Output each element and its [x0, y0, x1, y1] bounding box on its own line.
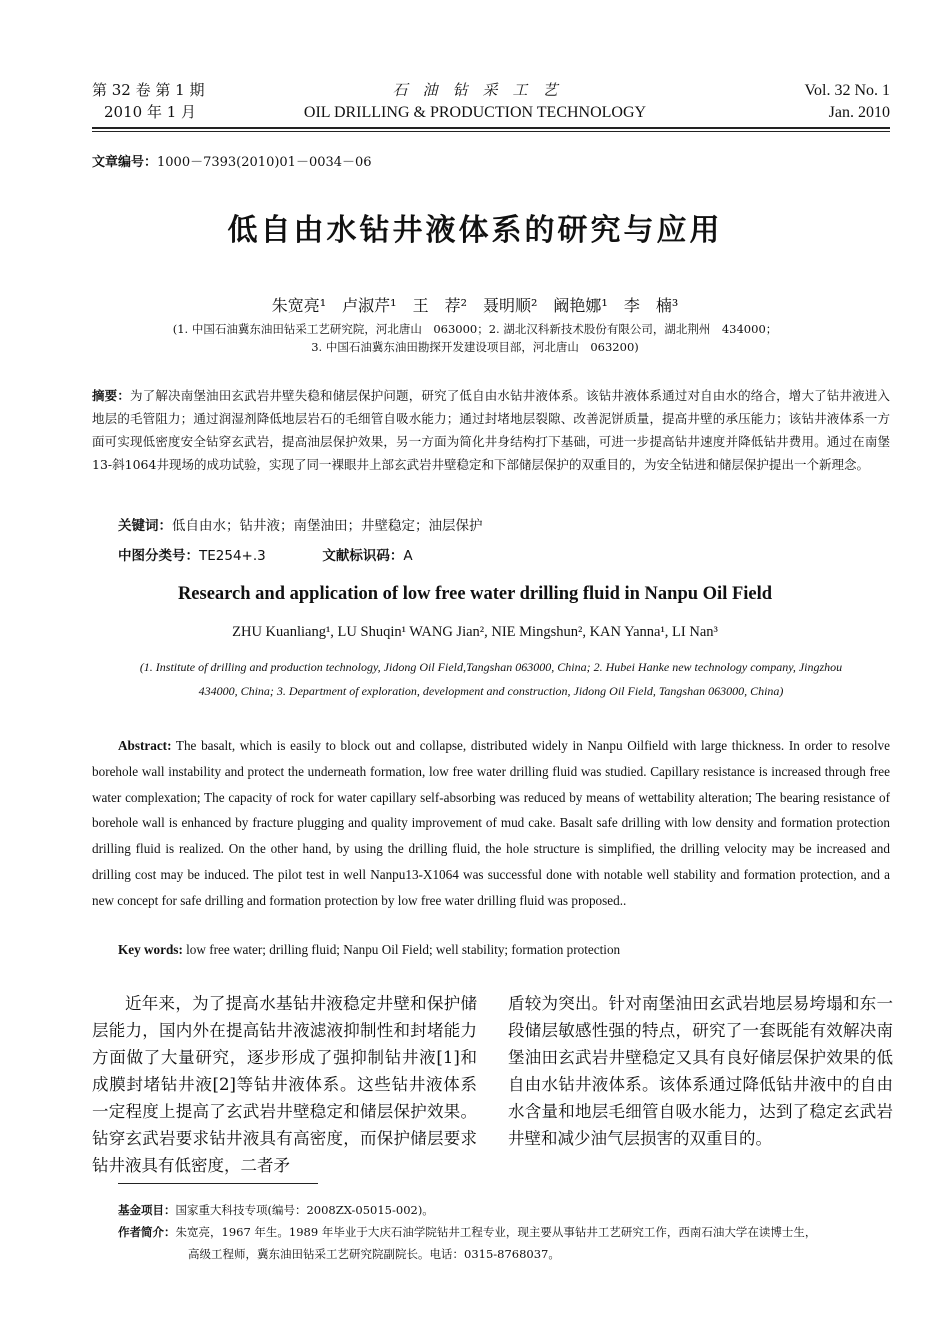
classification — [118, 544, 413, 564]
abstract-en-text: The basalt, which is easily to block out and collapse, distributed widely in Nanpu Oilfield with large thickness. In order to resolve borehole wall instability and protect the underneath formation, low free water drilling fluid was studied. Capillary resistance is increased through free water complexation; The capacity of rock for water capillary self-absorbing was reduced by means of wettability alteration; The bearing resistance of borehole wall is enhanced by fracture plugging and quality improvement of mud cake. Basalt safe drilling with low density and formation protection drilling fluid is realized. On the other hand, by using the drilling fluid, the hole structure is simplified, the drilling velocity may be increased and drilling cost may be induced. The pilot test in well Nanpu13-X1064 was successful done with notable well stability and formation protection, and a new concept for safe drilling and formation protection by low free water drilling fluid was proposed.. — [92, 738, 890, 908]
affiliation-cn-line1: (1. 中国石油冀东油田钻采工艺研究院，河北唐山 063000；2. 湖北汉科新技术股份有限公司，湖北荆州 434000； — [172, 322, 778, 336]
doc-code-value: A — [403, 548, 413, 564]
paper-title-cn: 低自由水钻井液体系的研究与应用 — [227, 213, 723, 248]
fund-label: 基金项目： — [118, 1203, 176, 1217]
date-en: Jan. 2010 — [828, 104, 890, 121]
date-cn: 2010 年 1 月 — [104, 103, 197, 121]
paper-title-en: Research and application of low free water drilling fluid in Nanpu Oil Field — [177, 584, 773, 604]
authors-en: ZHU Kuanliang¹, LU Shuqin¹ WANG Jian², NIE Mingshun², KAN Yanna¹, LI Nan³ — [232, 624, 718, 640]
header-rule-thin — [92, 131, 890, 132]
affiliation-en-line1: (1. Institute of drilling and production technology, Jidong Oil Field,Tangshan 063000, China; 2. Hubei Hanke new technology company, Jingzhou — [139, 660, 843, 674]
footnote-fund — [118, 1199, 890, 1221]
keywords-en-text: low free water; drilling fluid; Nanpu Oil Field; well stability; formation protection — [186, 942, 621, 957]
authors-cn: 朱宽亮¹ 卢淑芹¹ 王 荐² 聂明顺² 阚艳娜¹ 李 楠³ — [271, 296, 679, 315]
author-bio-label: 作者简介： — [118, 1225, 176, 1239]
fund-text: 国家重大科技专项(编号：2008ZX-05015-002)。 — [175, 1203, 434, 1217]
keywords-en-label: Key words: — [118, 942, 183, 957]
footnote-rule — [118, 1183, 318, 1184]
clc-value: TE254+.3 — [199, 548, 266, 564]
doc-code-label: 文献标识码： — [322, 548, 404, 564]
article-number-value: 1000－7393(2010)01－0034－06 — [157, 155, 372, 170]
volume-issue-cn: 第 32 卷 第 1 期 — [92, 81, 205, 99]
author-bio-text1: 朱宽亮，1967 年生。1989 年毕业于大庆石油学院钻井工程专业，现主要从事钻井工艺研究工作，西南石油大学在读博士生， — [175, 1225, 817, 1239]
abstract-cn-label: 摘要： — [92, 388, 131, 403]
abstract-cn-text: 为了解决南堡油田玄武岩井壁失稳和储层保护问题，研究了低自由水钻井液体系。该钻井液体系通过对自由水的络合，增大了钻井液进入地层的毛管阻力；通过润湿剂降低地层岩石的毛细管自吸水能力；通过封堵地层裂隙、改善泥饼质量，提高井壁的承压能力；该钻井液体系一方面可实现低密度安全钻穿玄武岩，提高油层保护效果，另一方面为简化井身结构打下基础，可进一步提高钻井速度并降低钻井费用。通过在南堡13-斜1064井现场的成功试验，实现了同一裸眼井上部玄武岩井壁稳定和下部储层保护的双重目的，为安全钻进和储层保护提出一个新理念。 — [92, 388, 890, 472]
abstract-en-label: Abstract: — [118, 738, 172, 753]
affiliation-en-line2: 434000, China; 3. Department of exploration, development and construction, Jidong Oil Field, Tangshan 063000, China) — [198, 684, 784, 698]
keywords-en — [118, 942, 620, 958]
footnote-author — [118, 1221, 890, 1243]
body-column-right: 盾较为突出。针对南堡油田玄武岩地层易垮塌和东一段储层敏感性强的特点，研究了一套既能有效解决南堡油田玄武岩井壁稳定又具有良好储层保护效果的低自由水钻井液体系。该体系通过降低钻井液中的自由水含量和地层毛细管自吸水能力，达到了稳定玄武岩井壁和减少油气层损害的双重目的。 — [508, 994, 893, 1148]
abstract-cn — [92, 384, 890, 476]
keywords-cn — [118, 514, 483, 534]
header-rule — [92, 127, 890, 129]
article-number-label: 文章编号： — [92, 155, 158, 170]
keywords-cn-text: 低自由水；钻井液；南堡油田；井壁稳定；油层保护 — [172, 518, 483, 534]
clc-label: 中图分类号： — [118, 548, 199, 564]
article-number — [92, 151, 372, 170]
author-bio-text2: 高级工程师，冀东油田钻采工艺研究院副院长。电话：0315-8768037。 — [188, 1247, 560, 1261]
journal-name-cn: 石 油 钻 采 工 艺 — [392, 81, 558, 99]
body-column-left: 近年来，为了提高水基钻井液稳定井壁和保护储层能力，国内外在提高钻井液滤液抑制性和封堵能力方面做了大量研究，逐步形成了强抑制钻井液[1]和成膜封堵钻井液[2]等钻井液体系。这些钻井液体系一定程度上提高了玄武岩井壁稳定和储层保护效果。钻穿玄武岩要求钻井液具有高密度，而保护储层要求钻井液具有低密度，二者矛 — [92, 994, 477, 1175]
abstract-en — [92, 733, 890, 914]
affiliation-cn-line2: 3. 中国石油冀东油田勘探开发建设项目部，河北唐山 063200) — [311, 340, 639, 354]
journal-name-en: OIL DRILLING & PRODUCTION TECHNOLOGY — [303, 104, 647, 121]
keywords-cn-label: 关键词： — [118, 518, 172, 534]
volume-issue-en: Vol. 32 No. 1 — [804, 82, 890, 99]
